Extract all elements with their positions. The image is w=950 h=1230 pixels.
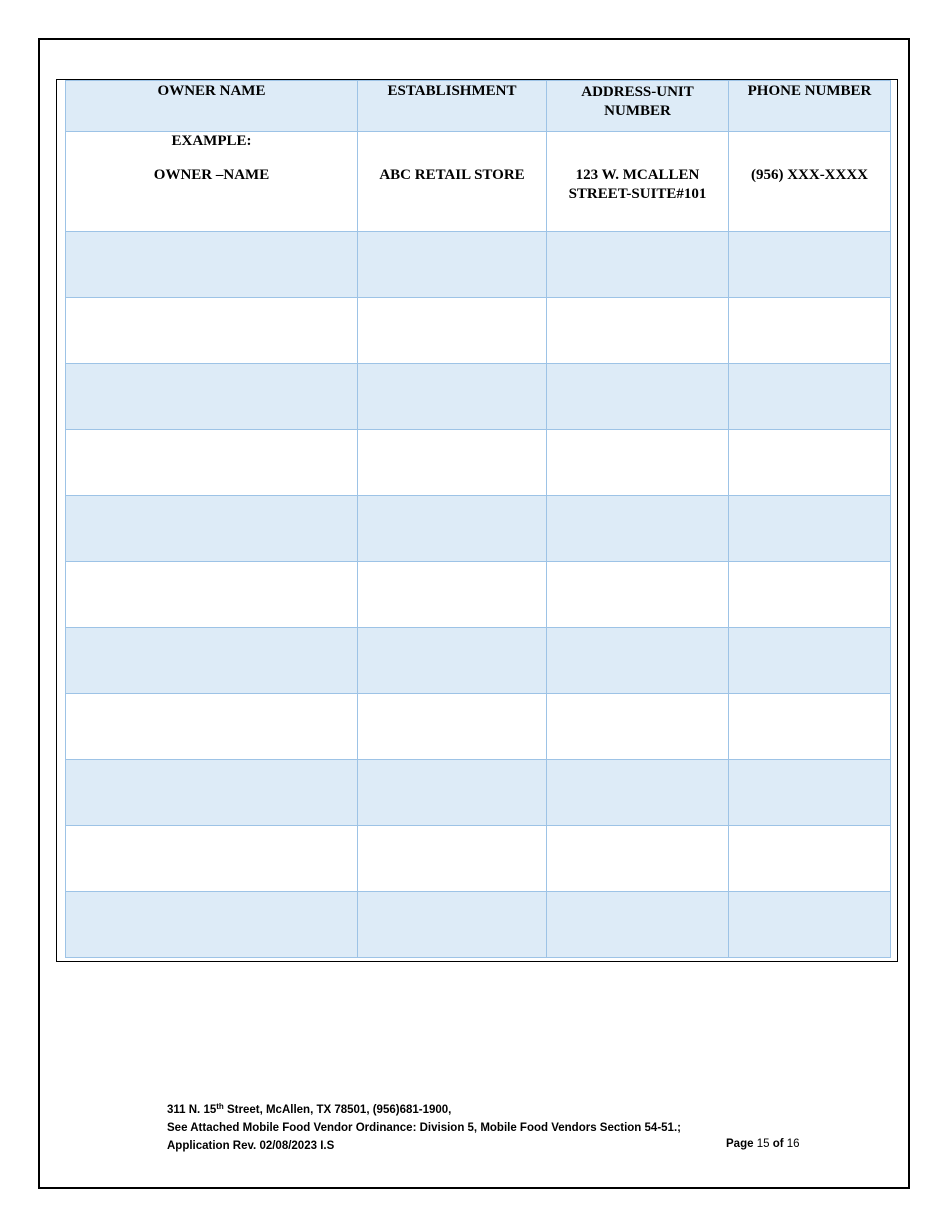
example-label: EXAMPLE: [171, 133, 252, 149]
owner-name-field[interactable] [66, 760, 358, 826]
example-owner-cell [66, 132, 358, 232]
footer-address: 311 N. 15th Street, McAllen, TX 78501, (956)681-1900, [167, 1102, 452, 1116]
table-row [66, 892, 891, 958]
owner-name-field[interactable] [66, 364, 358, 430]
phone-field[interactable] [729, 892, 891, 958]
owner-name-field[interactable] [66, 694, 358, 760]
address-field[interactable] [547, 892, 729, 958]
phone-field[interactable] [729, 826, 891, 892]
address-field[interactable] [547, 562, 729, 628]
address-field[interactable] [547, 496, 729, 562]
table-row [66, 232, 891, 298]
establishment-field[interactable] [358, 892, 547, 958]
establishment-field[interactable] [358, 364, 547, 430]
example-phone-cell [729, 132, 891, 232]
table-row [66, 496, 891, 562]
establishment-field[interactable] [358, 232, 547, 298]
phone-field[interactable] [729, 628, 891, 694]
address-field[interactable] [547, 694, 729, 760]
vendor-table [65, 80, 891, 958]
establishment-field[interactable] [358, 694, 547, 760]
owner-name-field[interactable] [66, 298, 358, 364]
table-row [66, 694, 891, 760]
owner-name-field[interactable] [66, 496, 358, 562]
table-row [66, 430, 891, 496]
phone-field[interactable] [729, 694, 891, 760]
phone-field[interactable] [729, 232, 891, 298]
example-address-cell [547, 132, 729, 232]
phone-field[interactable] [729, 562, 891, 628]
owner-name-field[interactable] [66, 562, 358, 628]
establishment-field[interactable] [358, 628, 547, 694]
example-row [66, 132, 891, 232]
owner-name-field[interactable] [66, 628, 358, 694]
header-establishment: ESTABLISHMENT [358, 81, 547, 132]
owner-name-field[interactable] [66, 232, 358, 298]
phone-field[interactable] [729, 760, 891, 826]
example-establishment-cell [358, 132, 547, 232]
table-row [66, 364, 891, 430]
example-phone: (956) XXX-XXXX [750, 167, 869, 183]
footer-revision: Application Rev. 02/08/2023 I.S [167, 1140, 335, 1152]
establishment-field[interactable] [358, 826, 547, 892]
address-field[interactable] [547, 298, 729, 364]
table-row [66, 298, 891, 364]
page-number: Page 15 of 16 [726, 1138, 800, 1150]
establishment-field[interactable] [358, 760, 547, 826]
owner-name-field[interactable] [66, 892, 358, 958]
address-field[interactable] [547, 364, 729, 430]
table-row [66, 562, 891, 628]
address-field[interactable] [547, 826, 729, 892]
table-row [66, 826, 891, 892]
establishment-field[interactable] [358, 430, 547, 496]
establishment-field[interactable] [358, 496, 547, 562]
page-footer [167, 1101, 807, 1155]
address-field[interactable] [547, 430, 729, 496]
address-field[interactable] [547, 232, 729, 298]
phone-field[interactable] [729, 298, 891, 364]
phone-field[interactable] [729, 496, 891, 562]
example-establishment: ABC RETAIL STORE [379, 167, 525, 183]
table-row [66, 628, 891, 694]
header-owner-name: OWNER NAME [66, 81, 358, 132]
header-phone-number: PHONE NUMBER [729, 81, 891, 132]
footer-ordinance: See Attached Mobile Food Vendor Ordinance: Division 5, Mobile Food Vendors Section 54-51.; [167, 1122, 681, 1134]
establishment-field[interactable] [358, 298, 547, 364]
establishment-field[interactable] [358, 562, 547, 628]
phone-field[interactable] [729, 430, 891, 496]
table-header-row [66, 81, 891, 132]
phone-field[interactable] [729, 364, 891, 430]
owner-name-field[interactable] [66, 826, 358, 892]
table-row [66, 760, 891, 826]
example-owner-name: OWNER –NAME [153, 167, 270, 183]
address-field[interactable] [547, 760, 729, 826]
owner-name-field[interactable] [66, 430, 358, 496]
example-address: 123 W. MCALLEN STREET-SUITE#101 [568, 167, 707, 202]
header-address-unit-number: ADDRESS-UNIT NUMBER [547, 81, 729, 132]
address-field[interactable] [547, 628, 729, 694]
